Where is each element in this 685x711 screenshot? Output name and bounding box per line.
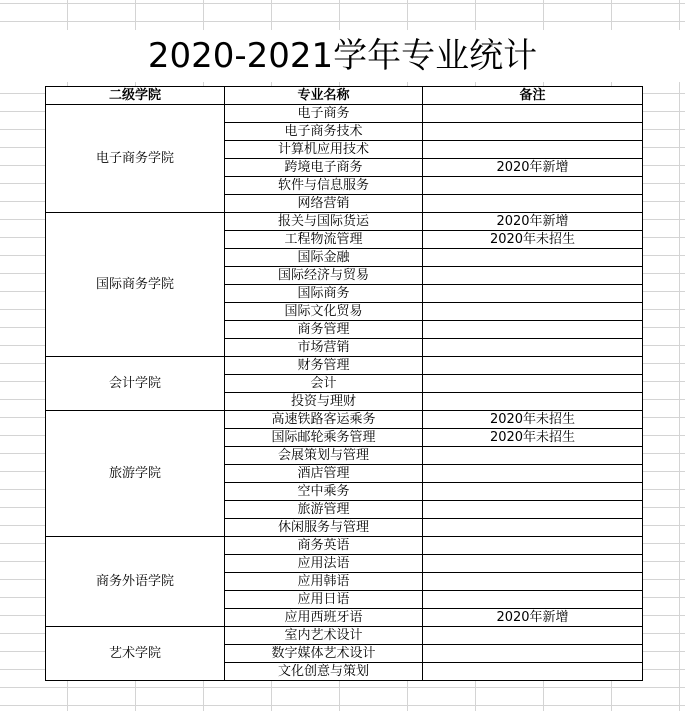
note-cell[interactable] (423, 339, 643, 357)
major-cell[interactable]: 旅游管理 (225, 501, 423, 519)
college-cell[interactable]: 商务外语学院 (46, 537, 225, 627)
note-cell[interactable]: 2020年新增 (423, 159, 643, 177)
note-cell[interactable] (423, 447, 643, 465)
note-cell[interactable] (423, 321, 643, 339)
college-cell[interactable]: 会计学院 (46, 357, 225, 411)
table-body (46, 105, 643, 681)
note-cell[interactable] (423, 537, 643, 555)
note-cell[interactable] (423, 393, 643, 411)
table-row (46, 627, 643, 645)
note-cell[interactable] (423, 105, 643, 123)
table-row (46, 105, 643, 123)
major-cell[interactable]: 国际金融 (225, 249, 423, 267)
college-cell[interactable]: 电子商务学院 (46, 105, 225, 213)
major-cell[interactable]: 数字媒体艺术设计 (225, 645, 423, 663)
table-row (46, 411, 643, 429)
note-cell[interactable]: 2020年未招生 (423, 429, 643, 447)
note-cell[interactable] (423, 195, 643, 213)
note-cell[interactable] (423, 519, 643, 537)
college-cell[interactable]: 国际商务学院 (46, 213, 225, 357)
note-cell[interactable] (423, 663, 643, 681)
major-cell[interactable]: 室内艺术设计 (225, 627, 423, 645)
note-cell[interactable] (423, 249, 643, 267)
major-cell[interactable]: 财务管理 (225, 357, 423, 375)
note-cell[interactable] (423, 285, 643, 303)
major-cell[interactable]: 文化创意与策划 (225, 663, 423, 681)
major-cell[interactable]: 酒店管理 (225, 465, 423, 483)
note-cell[interactable] (423, 573, 643, 591)
major-cell[interactable]: 软件与信息服务 (225, 177, 423, 195)
table-row (46, 357, 643, 375)
note-cell[interactable]: 2020年未招生 (423, 411, 643, 429)
note-cell[interactable]: 2020年新增 (423, 609, 643, 627)
major-cell[interactable]: 市场营销 (225, 339, 423, 357)
major-cell[interactable]: 电子商务技术 (225, 123, 423, 141)
major-cell[interactable]: 国际商务 (225, 285, 423, 303)
table-row (46, 537, 643, 555)
major-cell[interactable]: 高速铁路客运乘务 (225, 411, 423, 429)
note-cell[interactable] (423, 177, 643, 195)
sheet-title: 2020-2021学年专业统计 (0, 30, 685, 82)
major-cell[interactable]: 国际文化贸易 (225, 303, 423, 321)
major-cell[interactable]: 会计 (225, 375, 423, 393)
header-row (46, 87, 643, 105)
major-cell[interactable]: 应用西班牙语 (225, 609, 423, 627)
major-cell[interactable]: 会展策划与管理 (225, 447, 423, 465)
note-cell[interactable] (423, 357, 643, 375)
major-cell[interactable]: 商务英语 (225, 537, 423, 555)
note-cell[interactable] (423, 465, 643, 483)
table-row (46, 213, 643, 231)
note-cell[interactable]: 2020年新增 (423, 213, 643, 231)
note-cell[interactable]: 2020年未招生 (423, 231, 643, 249)
major-cell[interactable]: 跨境电子商务 (225, 159, 423, 177)
note-cell[interactable] (423, 645, 643, 663)
major-cell[interactable]: 报关与国际货运 (225, 213, 423, 231)
major-cell[interactable]: 网络营销 (225, 195, 423, 213)
major-cell[interactable]: 商务管理 (225, 321, 423, 339)
major-cell[interactable]: 应用法语 (225, 555, 423, 573)
major-cell[interactable]: 电子商务 (225, 105, 423, 123)
college-cell[interactable]: 旅游学院 (46, 411, 225, 537)
major-cell[interactable]: 应用日语 (225, 591, 423, 609)
note-cell[interactable] (423, 555, 643, 573)
major-cell[interactable]: 空中乘务 (225, 483, 423, 501)
college-cell[interactable]: 艺术学院 (46, 627, 225, 681)
major-cell[interactable]: 休闲服务与管理 (225, 519, 423, 537)
header-major[interactable]: 专业名称 (225, 87, 423, 105)
note-cell[interactable] (423, 627, 643, 645)
note-cell[interactable] (423, 141, 643, 159)
note-cell[interactable] (423, 375, 643, 393)
major-cell[interactable]: 投资与理财 (225, 393, 423, 411)
major-cell[interactable]: 工程物流管理 (225, 231, 423, 249)
note-cell[interactable] (423, 267, 643, 285)
note-cell[interactable] (423, 483, 643, 501)
note-cell[interactable] (423, 123, 643, 141)
major-cell[interactable]: 计算机应用技术 (225, 141, 423, 159)
major-cell[interactable]: 国际邮轮乘务管理 (225, 429, 423, 447)
note-cell[interactable] (423, 501, 643, 519)
note-cell[interactable] (423, 303, 643, 321)
note-cell[interactable] (423, 591, 643, 609)
header-note[interactable]: 备注 (423, 87, 643, 105)
header-college[interactable]: 二级学院 (46, 87, 225, 105)
major-cell[interactable]: 国际经济与贸易 (225, 267, 423, 285)
major-statistics-table (45, 86, 643, 681)
major-cell[interactable]: 应用韩语 (225, 573, 423, 591)
